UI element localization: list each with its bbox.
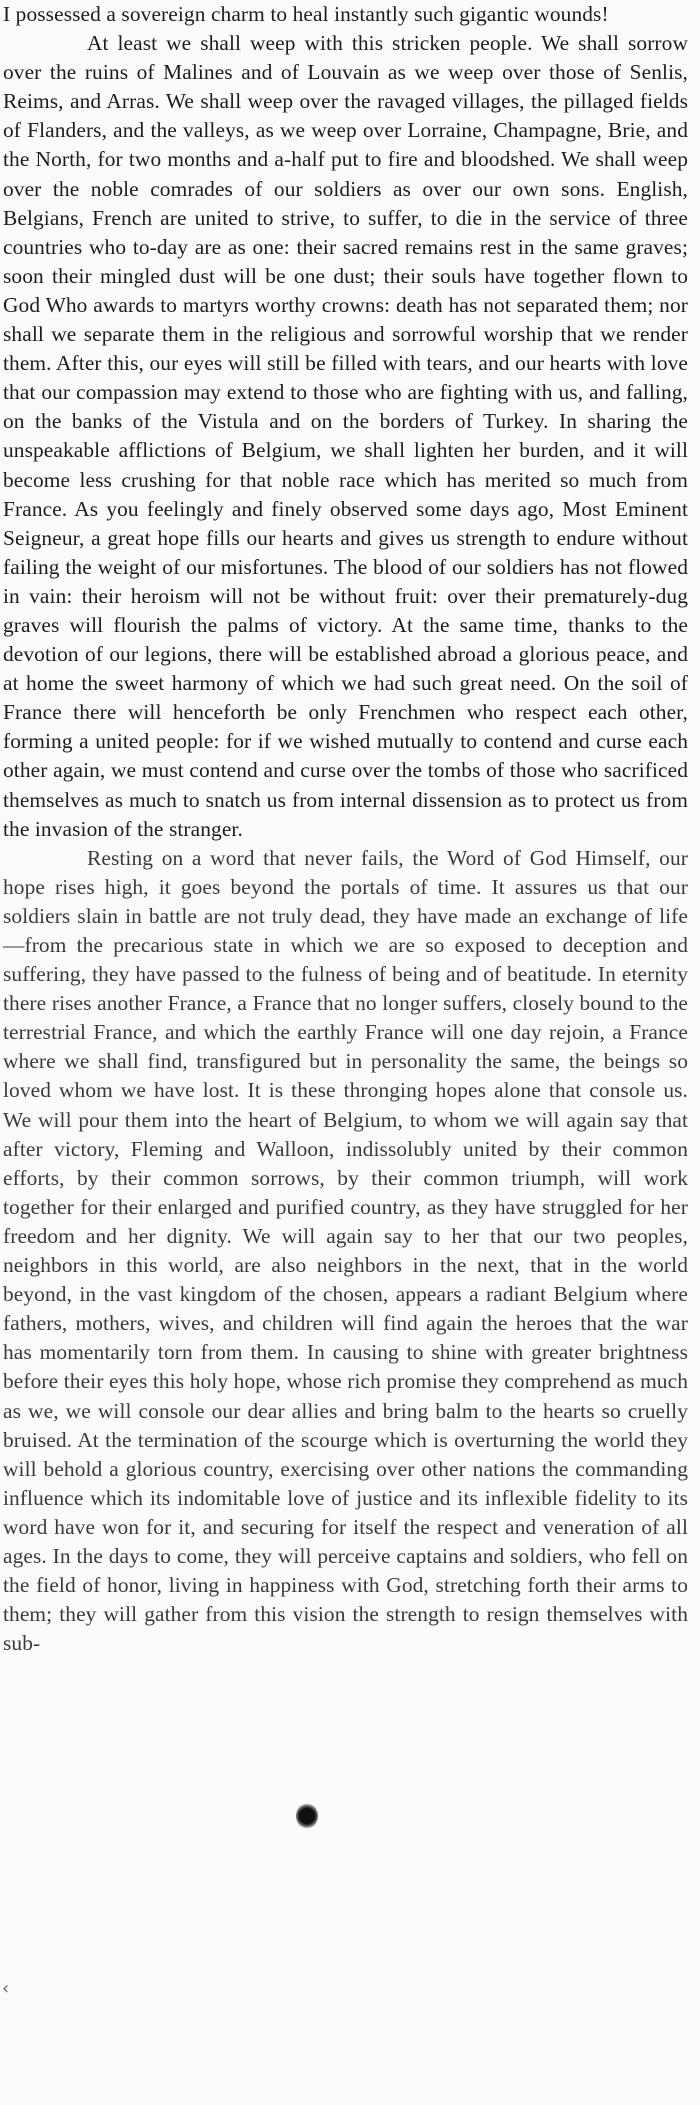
paragraph-3: Resting on a word that never fails, the Word of God Himself, our hope rises high, it goes beyond the portals of time. It assures us that our soldiers slain in battle are not truly dead, they have made an exchange of life—from the precarious state in which we are so exposed to deception and suffering, they have passed to the fulness of being and of beatitude. In eternity there rises another France, a France that no longer suffers, closely bound to the terrestrial France, and which the earthly France will one day rejoin, a France where we shall find, transfigured but in personality the same, the beings so loved whom we have lost. It is these thronging hopes alone that console us. We will pour them into the heart of Belgium, to whom we will again say that after victory, Fleming and Walloon, indissolubly united by their common efforts, by their common sorrows, by their common triumph, will work together for their enlarged and purified country, as they have struggled for her freedom and her dignity. We will again say to her that our two peoples, neighbors in this world, are also neighbors in the next, that in the world beyond, in the vast kingdom of the chosen, appears a radiant Belgium where fathers, mothers, wives, and children will find again the heroes that the war has momentarily torn from them. In causing to shine with greater brightness before their eyes this holy hope, whose rich promise they comprehend as much as we, we will console our dear allies and bring balm to the hearts so cruelly bruised. At the termination of the scourge which is overturning the world they will behold a glorious country, exercising over other nations the commanding influence which its indomitable love of justice and its inflexible fidelity to its word have won for it, and securing for itself the respect and veneration of all ages. In the days to come, they will perceive captains and soldiers, who fell on the field of honor, living in happiness with God, stretching forth their arms to them; they will gather from this vision the strength to resign themselves with sub-	[3, 845, 688, 1656]
article-column	[3, 0, 688, 1658]
paragraph-1: I possessed a sovereign charm to heal instantly such gigantic wounds!	[3, 2, 609, 26]
margin-mark-icon: ‹	[2, 1978, 10, 1999]
paragraph-2: At least we shall weep with this stricken people. We shall sorrow over the ruins of Malines and of Louvain as we weep over those of Senlis, Reims, and Arras. We shall weep over the ravaged villages, the pillaged fields of Flanders, and the valleys, as we weep over Lorraine, Champagne, Brie, and the North, for two months and a-half put to fire and bloodshed. We shall weep over the noble comrades of our soldiers as over our own sons. English, Belgians, French are united to strive, to suffer, to die in the service of three countries who to-day are as one: their sacred remains rest in the same graves; soon their mingled dust will be one dust; their souls have together flown to God Who awards to martyrs worthy crowns: death has not separated them; nor shall we separate them in the religious and sorrowful worship that we render them. After this, our eyes will still be filled with tears, and our hearts with love that our compassion may extend to those who are fighting with us, and falling, on the banks of the Vistula and on the borders of Turkey. In sharing the unspeakable afflictions of Belgium, we shall lighten her burden, and it will become less crushing for that noble race which has merited so much from France. As you feelingly and finely observed some days ago, Most Eminent Seigneur, a great hope fills our hearts and gives us strength to endure without failing the weight of our misfortunes. The blood of our soldiers has not flowed in vain: their heroism will not be without fruit: over their prematurely-dug graves will flourish the palms of victory. At the same time, thanks to the devotion of our legions, there will be established abroad a glorious peace, and at home the sweet harmony of which we had such great need. On the soil of France there will henceforth be only Frenchmen who respect each other, forming a united people: for if we wished mutually to contend and curse each other again, we must contend and curse over the tombs of those who sacrificed themselves as much to snatch us from internal dissension as to protect us from the invasion of the stranger.	[3, 31, 688, 841]
ink-blot	[296, 1803, 318, 1829]
